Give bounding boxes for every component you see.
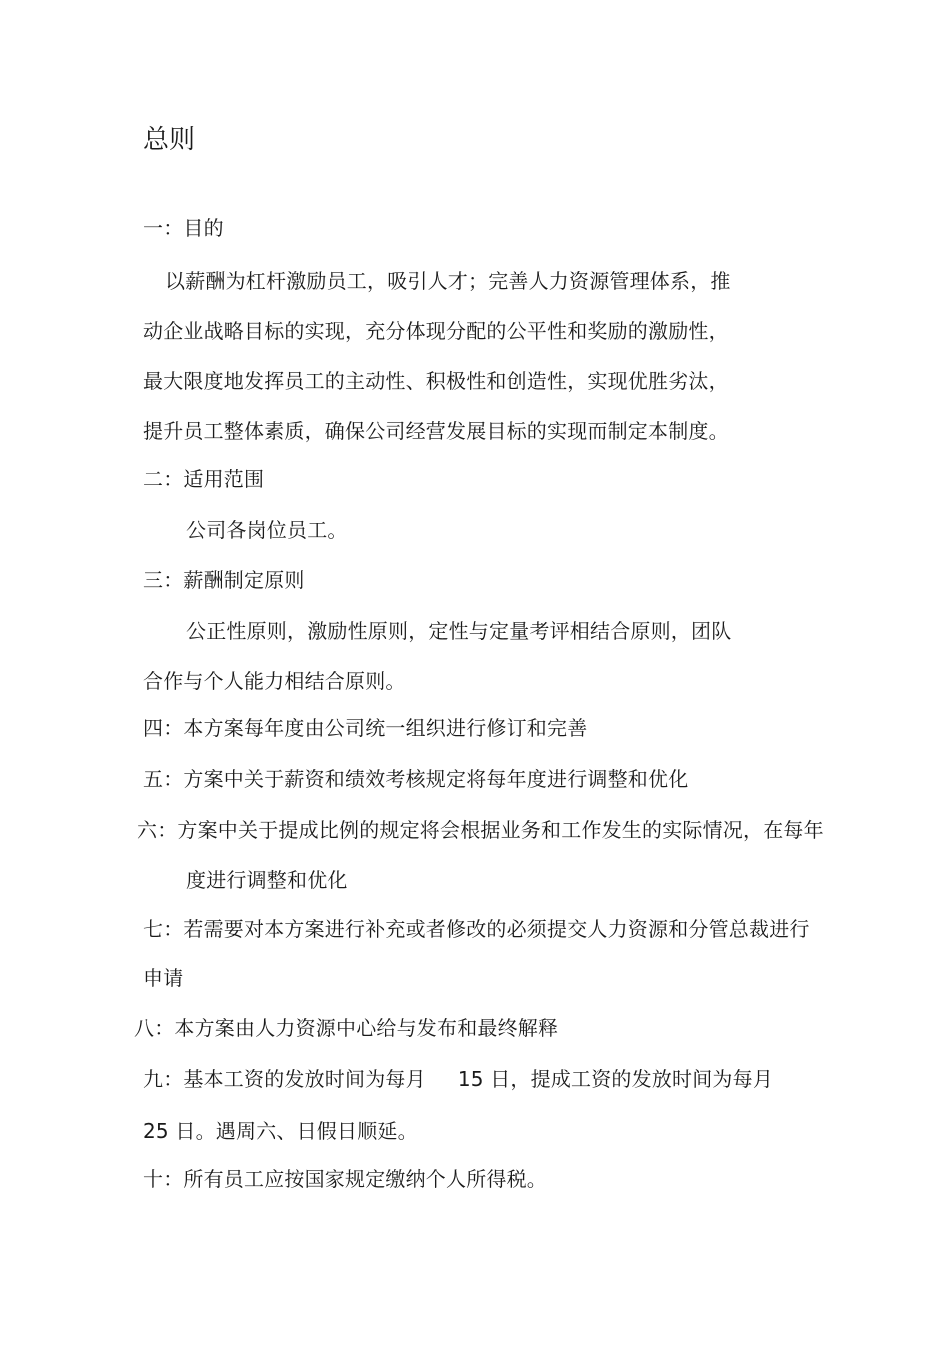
section-9-item-line: 25 日。遇周六、日假日顺延。: [143, 1119, 418, 1143]
section-2-heading: 二：适用范围: [143, 467, 265, 491]
section-9-text-b: 15 日，提成工资的发放时间为每月: [457, 1067, 774, 1091]
section-1-paragraph-line: 最大限度地发挥员工的主动性、积极性和创造性，实现优胜劣汰，: [143, 369, 729, 393]
section-3-paragraph-line: 合作与个人能力相结合原则。: [143, 669, 406, 693]
page-title: 总则: [143, 125, 196, 155]
section-2-paragraph: 公司各岗位员工。: [186, 518, 348, 542]
section-1-heading: 一：目的: [143, 216, 224, 240]
section-9-text-a: 九：基本工资的发放时间为每月: [143, 1067, 426, 1091]
section-3-paragraph-line: 公正性原则，激励性原则，定性与定量考评相结合原则，团队: [186, 619, 732, 643]
section-4-item: 四：本方案每年度由公司统一组织进行修订和完善: [143, 716, 588, 740]
section-8-item: 八：本方案由人力资源中心给与发布和最终解释: [134, 1016, 559, 1040]
section-6-item-line: 度进行调整和优化: [186, 868, 348, 892]
section-6-item-line: 六：方案中关于提成比例的规定将会根据业务和工作发生的实际情况，在每年: [137, 818, 824, 842]
section-1-paragraph-line: 以薪酬为杠杆激励员工，吸引人才；完善人力资源管理体系，推: [165, 269, 731, 293]
section-10-item: 十：所有员工应按国家规定缴纳个人所得税。: [143, 1167, 547, 1191]
section-5-item: 五：方案中关于薪资和绩效考核规定将每年度进行调整和优化: [143, 767, 689, 791]
section-1-paragraph-line: 动企业战略目标的实现，充分体现分配的公平性和奖励的激励性，: [143, 319, 729, 343]
section-7-item-line: 申请: [143, 966, 184, 990]
section-9-item-line: [143, 1065, 773, 1093]
section-7-item-line: 七：若需要对本方案进行补充或者修改的必须提交人力资源和分管总裁进行: [143, 917, 810, 941]
section-3-heading: 三：薪酬制定原则: [143, 568, 305, 592]
section-1-paragraph-line: 提升员工整体素质，确保公司经营发展目标的实现而制定本制度。: [143, 419, 729, 443]
